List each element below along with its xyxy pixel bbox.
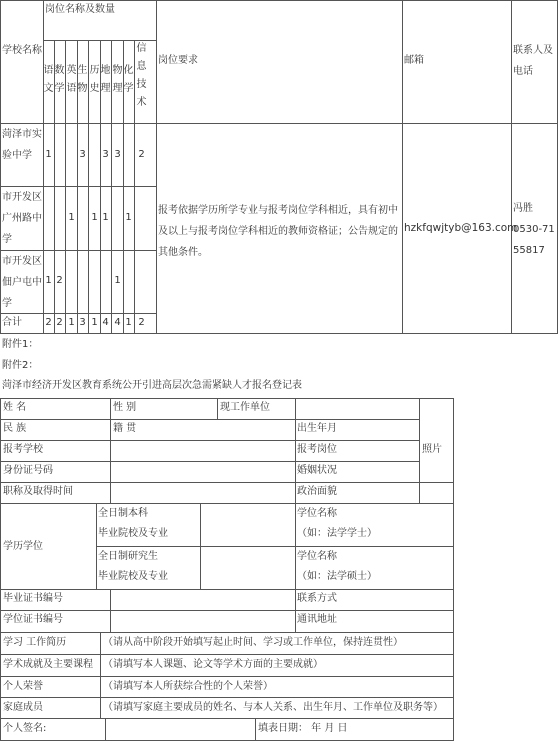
attachment-1-label: 附件1：: [2, 339, 39, 350]
bachelor-school-major-label: 毕业院校及专业: [98, 528, 168, 539]
education-label: 学历学位: [3, 541, 43, 552]
header-subject-geography: 地理: [100, 65, 111, 94]
header-subject-history: 历史: [89, 65, 100, 94]
birth-date-label: 出生年月: [297, 423, 337, 434]
attachment-2-label: 附件2：: [2, 360, 39, 371]
contact-name: 冯胜: [513, 203, 533, 214]
header-subject-chemistry: 化学: [123, 65, 134, 94]
contact-phone: 0530-7155817: [513, 224, 555, 256]
total-count: 1: [91, 317, 98, 328]
id-number-label: 身份证号码: [3, 465, 53, 476]
gender-label: 性 别: [113, 402, 137, 413]
total-count: 2: [56, 317, 63, 328]
political-status-label: 政治面貌: [297, 486, 337, 497]
family-label: 家庭成员: [3, 702, 43, 713]
signature-label: 个人签名:: [3, 723, 47, 734]
resume-hint: （请从高中阶段开始填写起止时间、学习或工作单位，保持连贯性）: [103, 637, 403, 648]
honors-hint: （请填写本人所获综合性的个人荣誉）: [103, 681, 273, 692]
email-value: hzkfqwjtyb@163.com: [404, 222, 518, 234]
row-count: 1: [125, 212, 132, 223]
header-contact: 联系人及电话: [513, 45, 553, 77]
total-count: 3: [79, 317, 86, 328]
total-label: 合计: [2, 317, 22, 328]
total-count: 2: [45, 317, 52, 328]
header-subject-english: 英语: [66, 65, 77, 94]
row-school: 菏泽市实验中学: [2, 129, 42, 161]
bachelor-example-label: （如：法学学士）: [297, 528, 377, 539]
row-school: 市开发区广州路中学: [2, 192, 42, 245]
row-count: 3: [79, 149, 86, 160]
work-unit-label: 现工作单位: [220, 402, 270, 413]
resume-label: 学习 工作简历: [3, 637, 67, 648]
row-count: 1: [102, 212, 109, 223]
row-count: 1: [91, 212, 98, 223]
total-count: 1: [68, 317, 75, 328]
row-count: 1: [68, 212, 75, 223]
total-count: 2: [138, 317, 145, 328]
apply-post-label: 报考岗位: [297, 444, 337, 455]
native-place-label: 籍 贯: [113, 423, 137, 434]
total-count: 4: [114, 317, 121, 328]
apply-school-label: 报考学校: [3, 444, 43, 455]
row-count: 3: [102, 149, 109, 160]
row-count: 1: [45, 149, 52, 160]
header-subject-math: 数学: [54, 65, 65, 94]
header-subject-physics: 物理: [112, 65, 123, 94]
total-count: 1: [125, 317, 132, 328]
form-title: 菏泽市经济开发区教育系统公开引进高层次急需紧缺人才报名登记表: [2, 380, 302, 391]
fulltime-graduate-label: 全日制研究生: [98, 551, 158, 562]
graduation-cert-label: 毕业证书编号: [3, 593, 63, 604]
master-example-label: （如：法学硕士）: [297, 571, 377, 582]
requirement-text: 报考依据学历所学专业与报考岗位学科相近，具有初中及以上与报考岗位学科相近的教师资格证；公告规定的其他条件。: [158, 205, 398, 258]
contact-method-label: 联系方式: [297, 593, 337, 604]
honors-label: 个人荣誉: [3, 681, 43, 692]
header-positions: 岗位名称及数量: [45, 4, 115, 15]
header-requirements: 岗位要求: [158, 55, 198, 66]
achievements-hint: （请填写本人课题、论文等学术方面的主要成就）: [103, 659, 323, 670]
row-count: 3: [114, 149, 121, 160]
row-count: 2: [138, 149, 145, 160]
address-label: 通讯地址: [297, 614, 337, 625]
achievements-label: 学术成就及主要课程: [3, 659, 93, 670]
header-subject-biology: 生物: [77, 65, 88, 94]
header-email: 邮箱: [404, 55, 424, 66]
title-time-label: 职称及取得时间: [3, 486, 73, 497]
bachelor-degree-label: 学位名称: [297, 508, 337, 519]
row-count: 1: [45, 275, 52, 286]
ethnicity-label: 民 族: [3, 423, 27, 434]
row-count: 2: [56, 275, 63, 286]
row-count: 1: [114, 275, 121, 286]
header-school: 学校名称: [2, 45, 42, 56]
name-label: 姓 名: [3, 402, 27, 413]
row-school: 市开发区佃户屯中学: [2, 256, 42, 309]
total-count: 4: [102, 317, 109, 328]
header-subject-it: 信息技术: [136, 43, 147, 108]
degree-cert-label: 学位证书编号: [3, 614, 63, 625]
marital-status-label: 婚姻状况: [297, 465, 337, 476]
header-subject-chinese: 语文: [43, 65, 54, 94]
family-hint: （请填写家庭主要成员的姓名、与本人关系、出生年月、工作单位及职务等）: [103, 702, 443, 713]
fulltime-bachelor-label: 全日制本科: [98, 508, 148, 519]
graduate-school-major-label: 毕业院校及专业: [98, 571, 168, 582]
photo-label: 照片: [422, 444, 442, 455]
master-degree-label: 学位名称: [297, 551, 337, 562]
fill-date-label: 填表日期： 年 月 日: [258, 723, 348, 734]
